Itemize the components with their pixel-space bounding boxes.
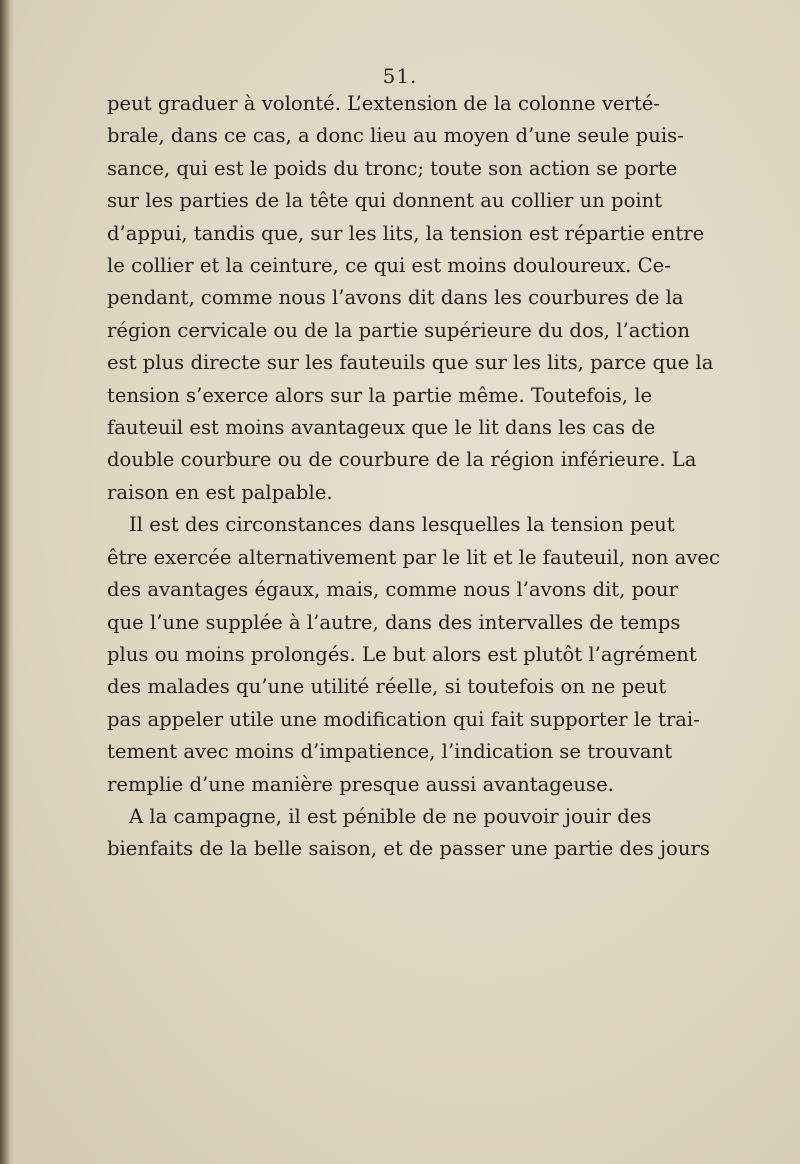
text-line: double courbure ou de courbure de la région inférieure. La bbox=[107, 448, 697, 472]
text-line: bienfaits de la belle saison, et de passer une partie des jours bbox=[107, 837, 710, 861]
text-line: que l’une supplée à l’autre, dans des intervalles de temps bbox=[107, 610, 681, 634]
text-line: région cervicale ou de la partie supérieure du dos, l’action bbox=[107, 318, 690, 342]
page-number: 51. bbox=[382, 64, 418, 88]
paragraph-1 bbox=[107, 88, 714, 509]
text-line: être exercée alternativement par le lit et le fauteuil, non avec bbox=[107, 545, 720, 569]
text-line: tement avec moins d’impatience, l’indication se trouvant bbox=[107, 740, 673, 764]
text-line: plus ou moins prolongés. Le but alors est plutôt l’agrément bbox=[107, 642, 697, 666]
text-line: est plus directe sur les fauteuils que sur les lits, parce que la bbox=[107, 351, 714, 375]
text-line: brale, dans ce cas, a donc lieu au moyen d’une seule puis- bbox=[107, 124, 684, 148]
text-line: d’appui, tandis que, sur les lits, la tension est répartie entre bbox=[107, 221, 705, 245]
body-text bbox=[107, 88, 720, 866]
text-line: des avantages égaux, mais, comme nous l’avons dit, pour bbox=[107, 578, 678, 602]
text-line: le collier et la ceinture, ce qui est moins douloureux. Ce- bbox=[107, 254, 671, 278]
binding-edge bbox=[0, 0, 14, 1164]
text-line: A la campagne, il est pénible de ne pouvoir jouir des bbox=[129, 804, 652, 828]
paragraph-3 bbox=[107, 801, 710, 866]
text-line: fauteuil est moins avantageux que le lit dans les cas de bbox=[107, 416, 656, 440]
text-line: peut graduer à volonté. L’extension de la colonne verté- bbox=[107, 92, 660, 115]
text-line: pas appeler utile une modification qui fait supporter le trai- bbox=[107, 707, 700, 731]
paragraph-2 bbox=[107, 509, 720, 801]
text-line: sur les parties de la tête qui donnent au collier un point bbox=[107, 189, 663, 213]
text-line: sance, qui est le poids du tronc; toute son action se porte bbox=[107, 156, 678, 180]
text-line: Il est des circonstances dans lesquelles la tension peut bbox=[129, 513, 675, 537]
text-line: raison en est palpable. bbox=[107, 480, 333, 504]
text-line: pendant, comme nous l’avons dit dans les courbures de la bbox=[107, 286, 684, 310]
text-line: remplie d’une manière presque aussi avantageuse. bbox=[107, 772, 614, 796]
text-line: tension s’exerce alors sur la partie même. Toutefois, le bbox=[107, 383, 653, 407]
text-line: des malades qu’une utilité réelle, si toutefois on ne peut bbox=[107, 675, 667, 699]
